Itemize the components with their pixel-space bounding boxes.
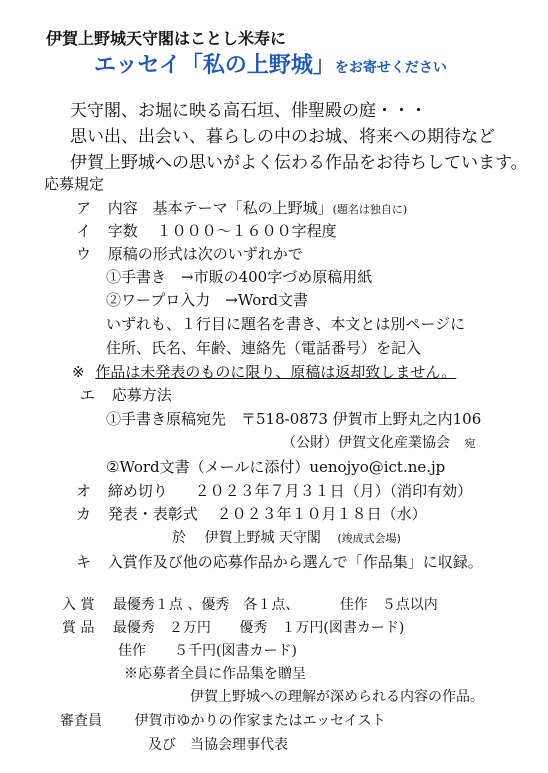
- rule-i: [76, 220, 337, 241]
- warning-text: 作品は未発表のものに限り、原稿は返却致しません。: [95, 363, 457, 381]
- awards-shohin-yushu: 優秀 １万円(図書カード): [239, 620, 405, 636]
- warning: [72, 361, 456, 382]
- judges-label: 審査員: [60, 713, 102, 729]
- rule-i-label: 字数: [107, 222, 138, 240]
- rule-ka-label: 発表・表彰式: [107, 505, 198, 523]
- awards-all-note: ※応募者全員に作品集を贈呈: [124, 666, 306, 682]
- rule-o-label: 締め切り: [107, 482, 168, 500]
- header-title-suffix: をお寄せください: [334, 60, 447, 76]
- rule-ki-mark: キ: [76, 553, 92, 571]
- rule-e-email: ②Word文書（メールに添付）uenojyo@ict.ne.jp: [106, 458, 446, 476]
- rule-a-mark: ア: [76, 199, 92, 217]
- intro-line-2: 思い出、出会い、暮らしの中のお城、将来への期待など: [70, 127, 495, 147]
- warning-mark: ※: [72, 363, 85, 381]
- rule-a-text: 基本テーマ「私の上野城」: [152, 199, 333, 217]
- rule-u: [76, 243, 303, 264]
- judges: [60, 710, 386, 730]
- rule-o-mark: オ: [76, 482, 92, 500]
- rule-o-text: ２０２３年７月３１日（月）（消印有効）: [194, 482, 473, 500]
- intro-line-1: 天守閣、お堀に映る高石垣、俳聖殿の庭・・・: [70, 101, 427, 121]
- awards-nyusho-kasaku: 佳作 ５点以内: [339, 597, 438, 613]
- rule-u-text: 原稿の形式は次のいずれかで: [107, 245, 303, 263]
- judges-line-1: 伊賀市ゆかりの作家またはエッセイスト: [134, 713, 386, 729]
- rule-e: [80, 384, 172, 405]
- rule-u-opt1: ①手書き →市販の400字づめ原稿用紙: [106, 268, 373, 286]
- rule-e-addr2-suffix: 宛: [464, 437, 476, 450]
- rule-e-addr2-org: （公財）伊賀文化産業協会: [282, 435, 450, 451]
- awards-nyusho-text: 最優秀１点 、優秀 各１点、: [112, 597, 300, 613]
- rule-a-note: (題名は独自に): [332, 203, 408, 216]
- rule-u-mark: ウ: [76, 245, 92, 263]
- rule-ka: [76, 503, 427, 524]
- rule-ka-venue-name: 伊賀上野城 天守閣: [204, 530, 321, 546]
- rule-o: [76, 480, 472, 501]
- awards-kasaku: 佳作 ５千円(図書カード): [118, 643, 297, 659]
- rule-e-addr2: [282, 432, 475, 452]
- awards-nyusho-label: 入 賞: [62, 597, 95, 613]
- rule-a: [76, 197, 407, 218]
- awards-criteria: 伊賀上野城への理解が深められる内容の作品。: [190, 689, 484, 705]
- rule-e-addr1: ①手書き原稿宛先 〒518-0873 伊賀市上野丸之内106: [106, 410, 482, 428]
- intro-line-3: 伊賀上野城への思いがよく伝わる作品をお待ちしています。: [70, 153, 528, 173]
- rule-ka-venue: [172, 527, 401, 547]
- rule-ki: [76, 551, 483, 572]
- rule-u-note2: 住所、氏名、年齢、連絡先（電話番号）を記入: [106, 339, 422, 357]
- header-title-main: エッセイ「私の上野城」: [94, 53, 335, 78]
- header-title: [94, 48, 447, 79]
- awards-nyusho: [62, 594, 438, 614]
- rule-u-note1: いずれも、１行目に題名を書き、本文とは別ページに: [106, 315, 466, 333]
- awards-shohin-text: 最優秀 ２万円: [112, 620, 211, 636]
- rule-ka-venue-pre: 於: [172, 530, 186, 546]
- rule-i-text: １０００～１６００字程度: [156, 222, 337, 240]
- rule-a-label: 内容: [107, 199, 138, 217]
- rule-e-label: 応募方法: [111, 386, 172, 404]
- awards-shohin: [62, 617, 404, 637]
- header-subtitle: 伊賀上野城天守閣はことし米寿に: [46, 29, 287, 48]
- rules-heading: 応募規定: [44, 175, 105, 193]
- rule-ka-mark: カ: [76, 505, 92, 523]
- rule-ki-text: 入賞作及び他の応募作品から選んで「作品集」に収録。: [107, 553, 483, 571]
- judges-line-2: 及び 当協会理事代表: [148, 737, 288, 753]
- rule-i-mark: イ: [76, 222, 92, 240]
- rule-ka-text: ２０２３年１０月１８日（水）: [216, 505, 427, 523]
- awards-shohin-label: 賞 品: [62, 620, 95, 636]
- rule-e-mark: エ: [80, 386, 96, 404]
- rule-ka-venue-note: (竣成式会場): [337, 532, 401, 545]
- rule-u-opt2: ②ワープロ入力 →Word文書: [106, 291, 309, 309]
